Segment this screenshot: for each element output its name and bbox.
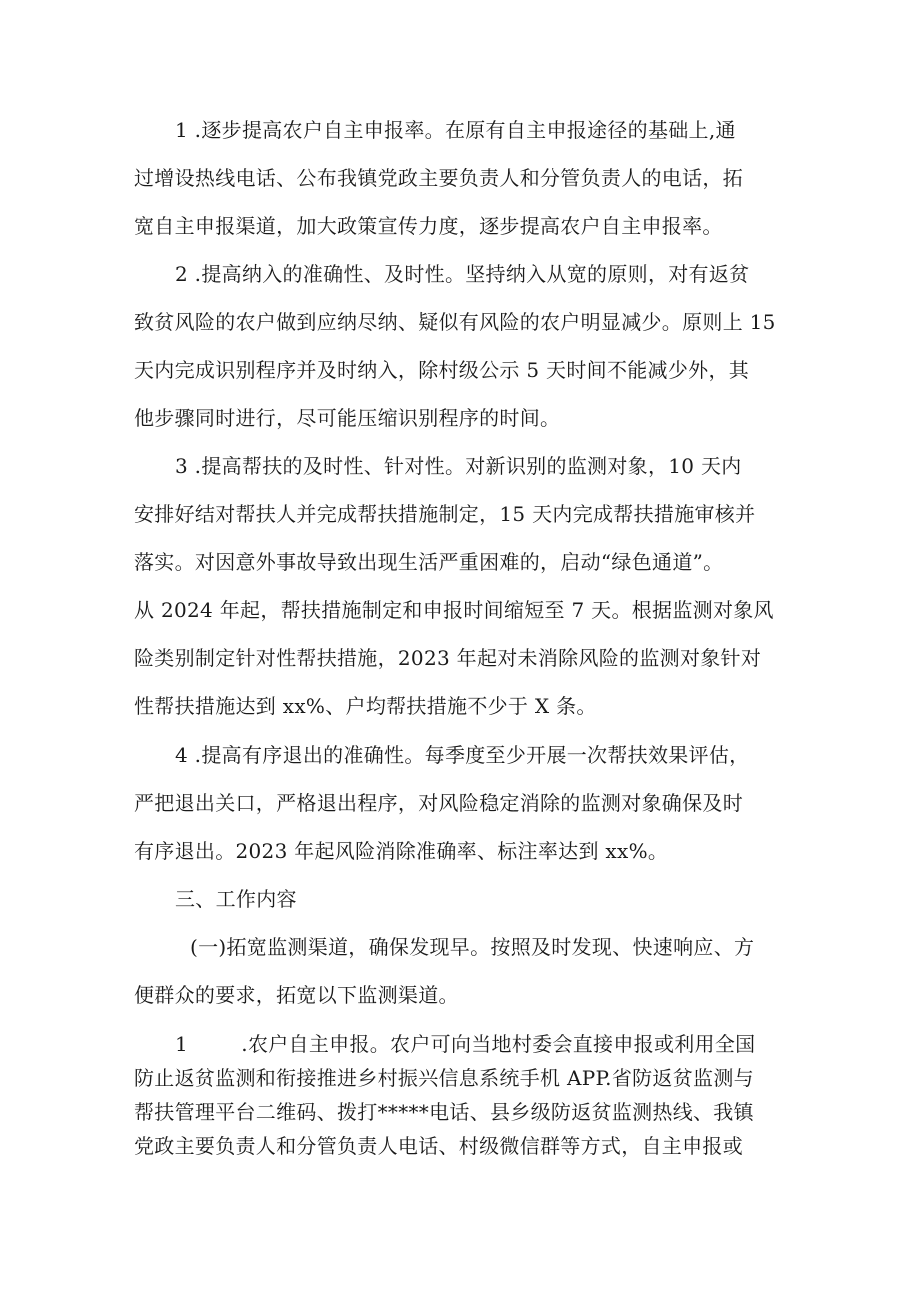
text-line: 严把退出关口，严格退出程序，对风险稳定消除的监测对象确保及时	[134, 791, 743, 815]
text-line: 性帮扶措施达到 xx%、户均帮扶措施不少于 X 条。	[134, 694, 597, 718]
text-line: 从 2024 年起，帮扶措施制定和申报时间缩短至 7 天。根据监测对象风	[134, 598, 774, 622]
text-line: 帮扶管理平台二维码、拨打*****电话、县乡级防返贫监测热线、我镇	[134, 1100, 754, 1124]
text-line: 险类别制定针对性帮扶措施，2023 年起对未消除风险的监测对象针对	[134, 646, 762, 670]
text-line: 天内完成识别程序并及时纳入，除村级公示 5 天时间不能减少外，其	[134, 358, 750, 382]
text-line: 防止返贫监测和衔接推进乡村振兴信息系统手机 APP.省防返贫监测与	[134, 1066, 754, 1090]
text-line: 1 .农户自主申报。农户可向当地村委会直接申报或利用全国	[175, 1032, 756, 1056]
text-line: 4 .提高有序退出的准确性。每季度至少开展一次帮扶效果评估，	[175, 743, 750, 767]
text-line: 党政主要负责人和分管负责人电话、村级微信群等方式，自主申报或	[134, 1134, 743, 1158]
text-line: 致贫风险的农户做到应纳尽纳、疑似有风险的农户明显减少。原则上 15	[134, 310, 776, 334]
section-heading: 三、工作内容	[175, 887, 297, 911]
text-line: 安排好结对帮扶人并完成帮扶措施制定，15 天内完成帮扶措施审核并	[134, 502, 756, 526]
text-line: 2 .提高纳入的准确性、及时性。坚持纳入从宽的原则，对有返贫	[175, 262, 750, 286]
text-line: 他步骤同时进行，尽可能压缩识别程序的时间。	[134, 406, 561, 430]
text-line: 宽自主申报渠道，加大政策宣传力度，逐步提高农户自主申报率。	[134, 214, 723, 238]
text-line: (一)拓宽监测渠道，确保发现早。按照及时发现、快速响应、方	[190, 935, 755, 959]
text-line: 落实。对因意外事故导致出现生活严重困难的，启动“绿色通道”。	[134, 550, 724, 574]
text-line: 过增设热线电话、公布我镇党政主要负责人和分管负责人的电话，拓	[134, 166, 743, 190]
text-line: 有序退出。2023 年起风险消除准确率、标注率达到 xx%。	[134, 839, 669, 863]
text-line: 3 .提高帮扶的及时性、针对性。对新识别的监测对象，10 天内	[175, 454, 742, 478]
text-line: 1 .逐步提高农户自主申报率。在原有自主申报途径的基础上,通	[175, 118, 736, 142]
text-line: 便群众的要求，拓宽以下监测渠道。	[134, 983, 459, 1007]
